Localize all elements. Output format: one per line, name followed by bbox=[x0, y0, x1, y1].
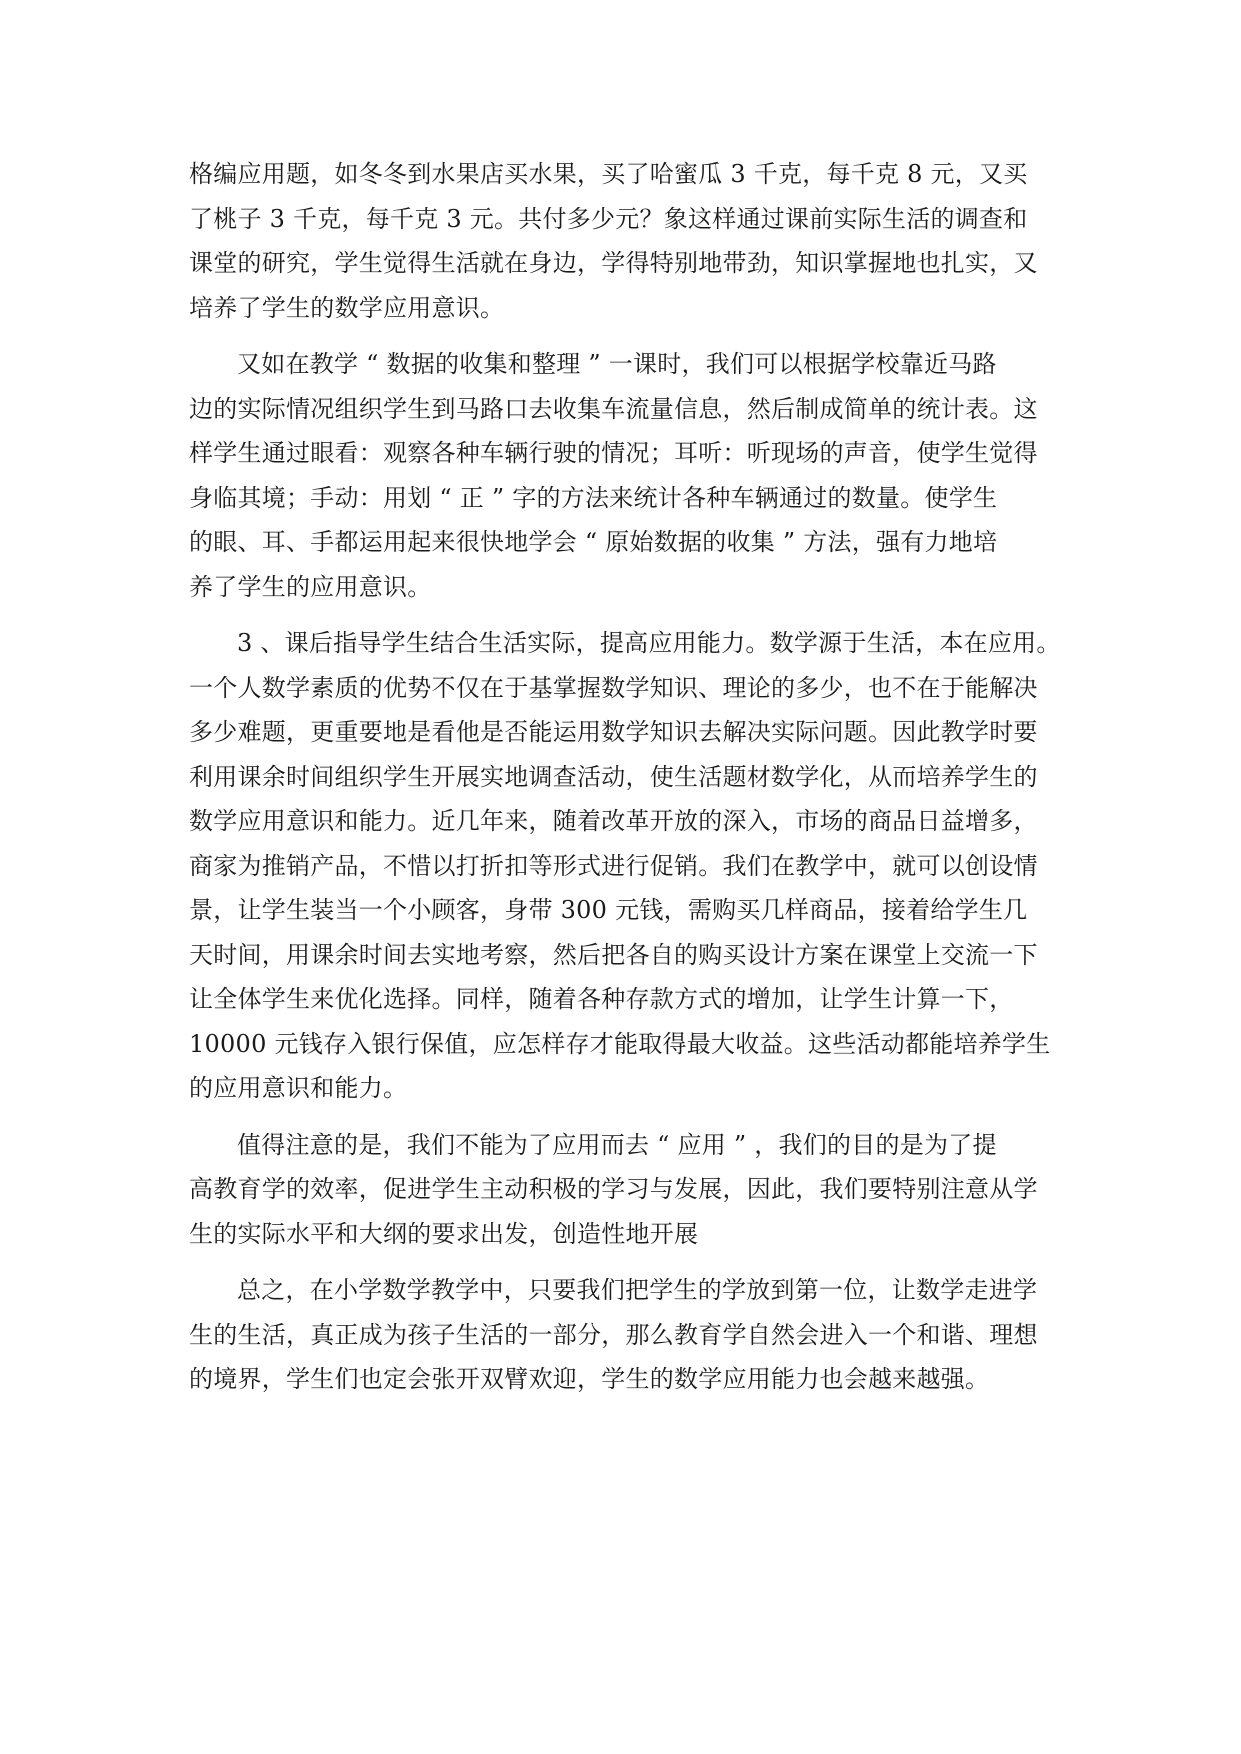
text-line: 格编应用题，如冬冬到水果店买水果，买了哈蜜瓜 3 千克，每千克 8 元，又买 bbox=[189, 160, 1028, 188]
text-line: 一个人数学素质的优势不仅在于基掌握数学知识、理论的多少，也不在于能解决 bbox=[189, 673, 1038, 702]
text-line: 多少难题，更重要地是看他是否能运用数学知识去解决实际问题。因此教学时要 bbox=[189, 718, 1038, 746]
text-line: 高教育学的效率，促进学生主动积极的学习与发展，因此，我们要特别注意从学 bbox=[189, 1175, 1038, 1203]
text-line: 的境界，学生们也定会张开双臂欢迎，学生的数学应用能力也会越来越强。 bbox=[189, 1365, 990, 1393]
text-line: 总之，在小学数学教学中，只要我们把学生的学放到第一位，让数学走进学 bbox=[237, 1276, 1038, 1304]
text-line: 又如在教学 “ 数据的收集和整理 ” 一课时，我们可以根据学校靠近马路 bbox=[237, 350, 997, 378]
paragraph-4 bbox=[189, 1123, 1065, 1257]
text-line: 景，让学生装当一个小顾客，身带 300 元钱，需购买几样商品，接着给学生几 bbox=[189, 896, 1028, 924]
text-line: 养了学生的应用意识。 bbox=[189, 572, 432, 601]
document-body bbox=[189, 152, 1065, 1402]
text-line: 身临其境；手动：用划 “ 正 ” 字的方法来统计各种车辆通过的数量。使学生 bbox=[189, 483, 998, 512]
paragraph-2 bbox=[189, 342, 1065, 609]
paragraph-3 bbox=[189, 621, 1065, 1111]
text-line: 商家为推销产品，不惜以打折扣等形式进行促销。我们在教学中，就可以创设情 bbox=[189, 851, 1038, 880]
text-line: 课堂的研究，学生觉得生活就在身边，学得特别地带劲，知识掌握地也扎实，又 bbox=[189, 249, 1038, 277]
text-line: 的眼、耳、手都运用起来很快地学会 “ 原始数据的收集 ” 方法，强有力地培 bbox=[189, 528, 998, 556]
text-line: 利用课余时间组织学生开展实地调查活动，使生活题材数学化，从而培养学生的 bbox=[189, 762, 1038, 791]
text-line: 3 、课后指导学生结合生活实际，提高应用能力。数学源于生活，本在应用。 bbox=[237, 629, 1061, 657]
text-line: 样学生通过眼看：观察各种车辆行驶的情况；耳听：听现场的声音，使学生觉得 bbox=[189, 439, 1038, 467]
text-line: 天时间，用课余时间去实地考察，然后把各自的购买设计方案在课堂上交流一下 bbox=[189, 940, 1038, 969]
text-line: 生的生活，真正成为孩子生活的一部分，那么教育学自然会进入一个和谐、理想 bbox=[189, 1320, 1038, 1349]
text-line: 生的实际水平和大纲的要求出发，创造性地开展 bbox=[189, 1219, 699, 1248]
text-line: 的应用意识和能力。 bbox=[189, 1074, 408, 1102]
text-line: 了桃子 3 千克，每千克 3 元。共付多少元？象这样通过课前实际生活的调查和 bbox=[189, 204, 1028, 233]
text-line: 10000 元钱存入银行保值，应怎样存才能取得最大收益。这些活动都能培养学生 bbox=[189, 1029, 1051, 1058]
text-line: 边的实际情况组织学生到马路口去收集车流量信息，然后制成简单的统计表。这 bbox=[189, 394, 1038, 423]
text-line: 值得注意的是，我们不能为了应用而去 “ 应用 ” ，我们的目的是为了提 bbox=[237, 1130, 997, 1159]
paragraph-1 bbox=[189, 152, 1065, 330]
text-line: 培养了学生的数学应用意识。 bbox=[189, 293, 505, 322]
text-line: 让全体学生来优化选择。同样，随着各种存款方式的增加，让学生计算一下， bbox=[189, 985, 1014, 1013]
paragraph-5 bbox=[189, 1268, 1065, 1402]
text-line: 数学应用意识和能力。近几年来，随着改革开放的深入，市场的商品日益增多， bbox=[189, 807, 1038, 835]
